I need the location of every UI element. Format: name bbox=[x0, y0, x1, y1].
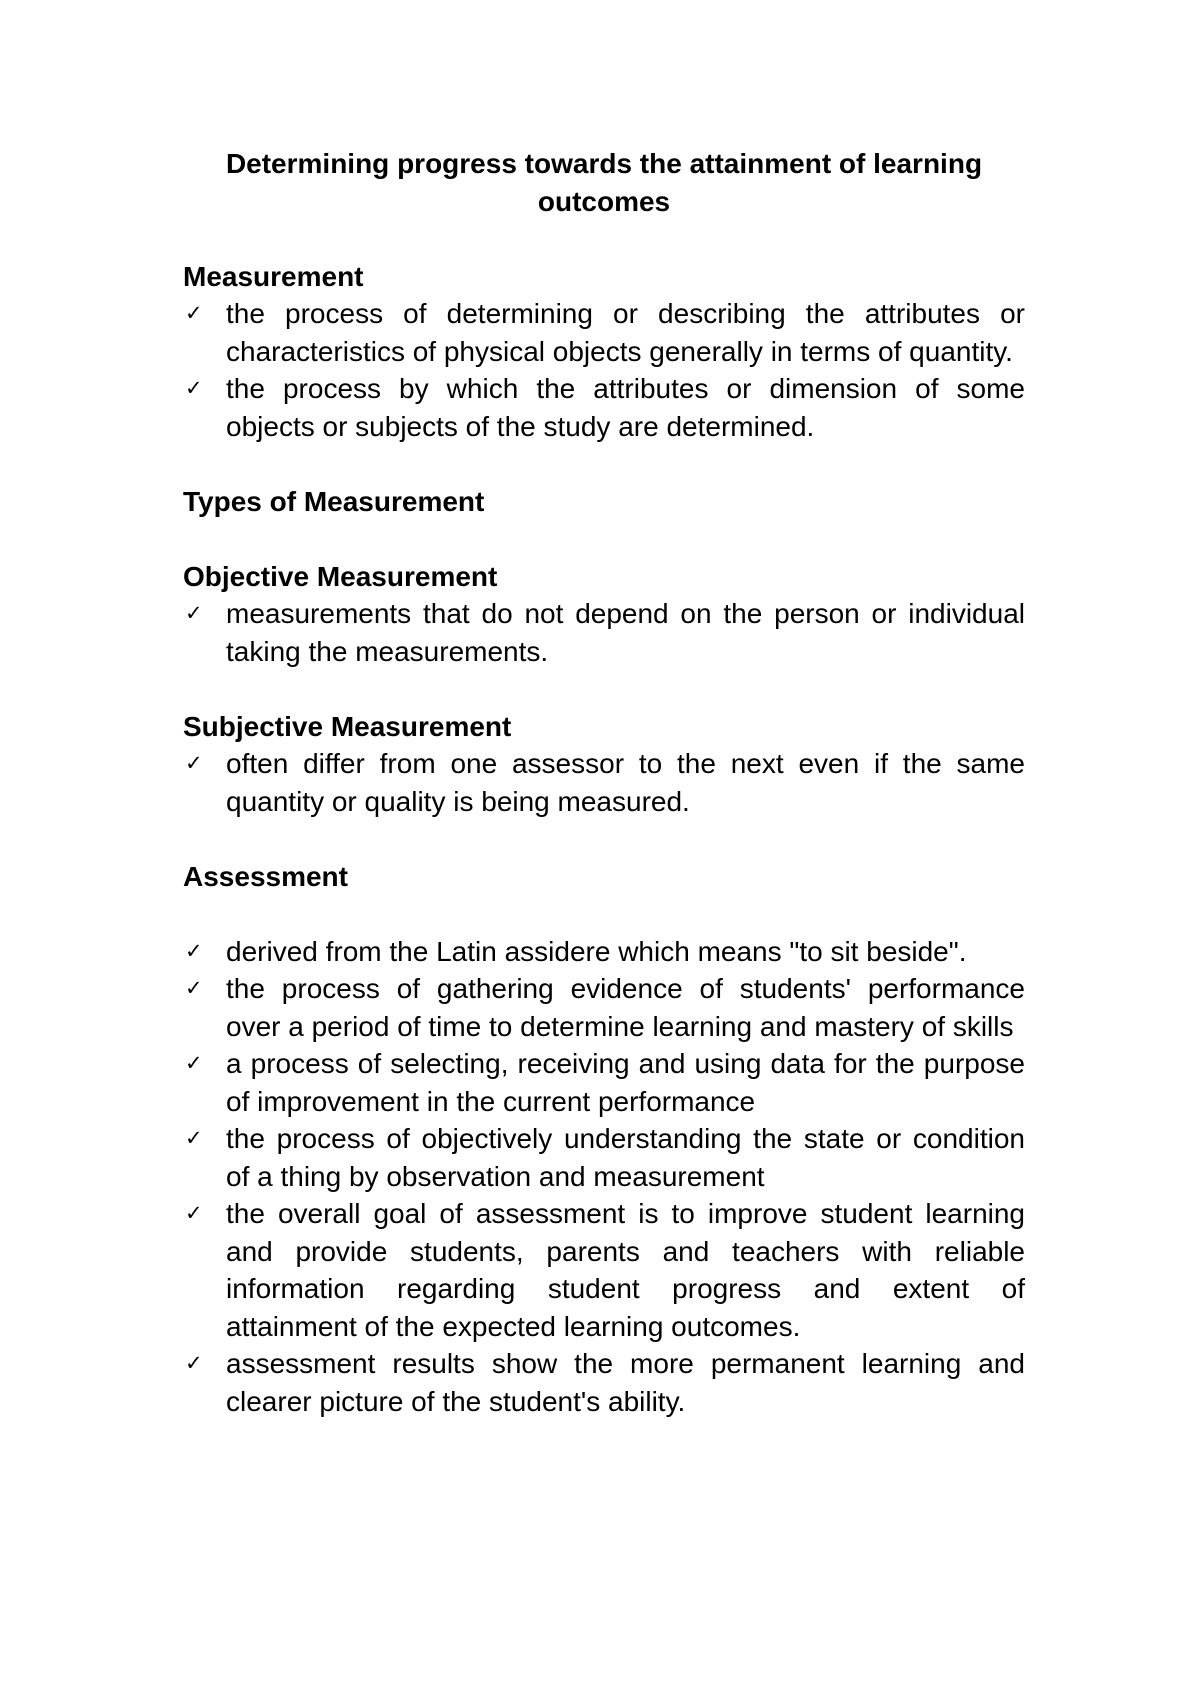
bullet-text bbox=[226, 933, 1025, 971]
bullet-line: quantity or quality is being measured. bbox=[226, 785, 690, 817]
bullet-line: characteristics of physical objects generally in terms of quantity. bbox=[226, 335, 1013, 367]
bullet-line: derived from the Latin assidere which means "to sit beside". bbox=[226, 935, 967, 967]
checkmark-icon bbox=[183, 1045, 226, 1083]
blank-line bbox=[183, 670, 1025, 708]
bullet-line: objects or subjects of the study are determined. bbox=[226, 410, 815, 442]
section-heading-measurement: Measurement bbox=[183, 260, 364, 292]
bullet-line: information regarding student progress and extent of bbox=[226, 1273, 1025, 1304]
blank-line bbox=[183, 220, 1025, 258]
bullet-line: of a thing by observation and measurement bbox=[226, 1160, 765, 1192]
bullet-text bbox=[226, 1045, 1025, 1120]
checkmark-icon bbox=[183, 745, 226, 783]
bullet-line: over a period of time to determine learning and mastery of skills bbox=[226, 1010, 1014, 1042]
bullet-text bbox=[226, 970, 1025, 1045]
bullet-item bbox=[183, 933, 1025, 971]
document-body bbox=[183, 145, 1025, 1420]
blank-line bbox=[183, 895, 1025, 933]
bullet-item bbox=[183, 1345, 1025, 1420]
bullet-item bbox=[183, 970, 1025, 1045]
section-heading-subjective-measurement: Subjective Measurement bbox=[183, 710, 512, 742]
checkmark-icon bbox=[183, 1195, 226, 1233]
page-title: Determining progress towards the attainment of learning outcomes bbox=[225, 148, 983, 217]
blank-line bbox=[183, 820, 1025, 858]
bullet-line: attainment of the expected learning outcomes. bbox=[226, 1310, 801, 1342]
bullet-line: clearer picture of the student's ability. bbox=[226, 1385, 686, 1417]
section-heading-objective-measurement: Objective Measurement bbox=[183, 560, 498, 592]
bullet-line: and provide students, parents and teachers with reliable bbox=[226, 1235, 1025, 1267]
bullet-item bbox=[183, 370, 1025, 445]
bullet-text bbox=[226, 1120, 1025, 1195]
section-heading-assessment: Assessment bbox=[183, 860, 348, 892]
bullet-line: a process of selecting, receiving and using data for the purpose bbox=[226, 1048, 1025, 1079]
checkmark-icon bbox=[183, 295, 226, 333]
checkmark-icon bbox=[183, 595, 226, 633]
bullet-line: taking the measurements. bbox=[226, 635, 549, 667]
bullet-text bbox=[226, 370, 1025, 445]
blank-line bbox=[183, 445, 1025, 483]
section-heading-types-of-measurement: Types of Measurement bbox=[183, 485, 485, 517]
bullet-item bbox=[183, 1195, 1025, 1345]
bullet-text bbox=[226, 1195, 1025, 1345]
bullet-line: measurements that do not depend on the person or individual bbox=[226, 598, 1025, 629]
bullet-line: the overall goal of assessment is to improve student learning bbox=[226, 1198, 1025, 1229]
checkmark-icon bbox=[183, 1120, 226, 1158]
checkmark-icon bbox=[183, 370, 226, 408]
bullet-text bbox=[226, 1345, 1025, 1420]
bullet-line: the process by which the attributes or dimension of some bbox=[226, 373, 1025, 404]
bullet-item bbox=[183, 1120, 1025, 1195]
checkmark-icon bbox=[183, 933, 226, 971]
bullet-text bbox=[226, 295, 1025, 370]
bullet-item bbox=[183, 745, 1025, 820]
bullet-item bbox=[183, 595, 1025, 670]
bullet-line: assessment results show the more permanent learning and bbox=[226, 1348, 1025, 1379]
bullet-item bbox=[183, 1045, 1025, 1120]
bullet-text bbox=[226, 745, 1025, 820]
checkmark-icon bbox=[183, 1345, 226, 1383]
bullet-line: the process of objectively understanding the state or condition bbox=[226, 1123, 1025, 1154]
bullet-line: the process of determining or describing the attributes or bbox=[226, 298, 1025, 329]
bullet-line: the process of gathering evidence of students' performance bbox=[226, 973, 1025, 1004]
bullet-line: often differ from one assessor to the next even if the same bbox=[226, 748, 1025, 779]
bullet-item bbox=[183, 295, 1025, 370]
checkmark-icon bbox=[183, 970, 226, 1008]
bullet-line: of improvement in the current performance bbox=[226, 1085, 756, 1117]
blank-line bbox=[183, 520, 1025, 558]
bullet-text bbox=[226, 595, 1025, 670]
